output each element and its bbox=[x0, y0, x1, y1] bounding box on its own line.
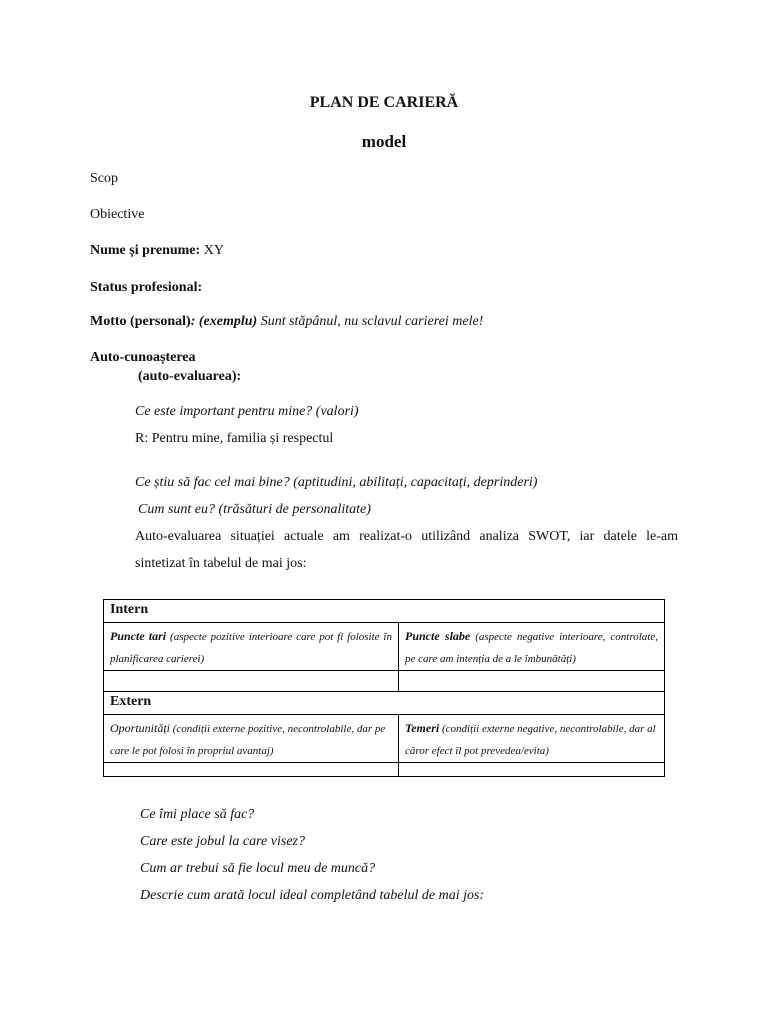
document-subtitle: model bbox=[361, 132, 407, 151]
question-likes: Ce îmi place să fac? bbox=[140, 807, 255, 822]
threats-input-cell[interactable] bbox=[399, 763, 665, 777]
strengths-input-cell[interactable] bbox=[104, 671, 399, 692]
weaknesses-label: Puncte slabe bbox=[405, 629, 471, 643]
question-ideal-place: Descrie cum arată locul ideal completând tabelul de mai jos: bbox=[140, 888, 485, 903]
auto-heading: Auto-cunoașterea bbox=[90, 350, 196, 365]
auto-subheading: (auto-evaluarea): bbox=[138, 369, 242, 384]
nume-label: Nume și prenume bbox=[90, 243, 196, 258]
motto-label: Motto (personal) bbox=[90, 314, 191, 329]
threats-label: Temeri bbox=[405, 721, 440, 735]
threats-description: (condiții externe negative, necontrolabile, dar al căror efect îl pot prevedea/evita) bbox=[405, 723, 656, 757]
swot-table bbox=[103, 599, 665, 777]
swot-paragraph-line1: Auto-evaluarea situației actuale am realizat-o utilizând analiza SWOT, iar datele le-am bbox=[135, 529, 678, 544]
obiective-label: Obiective bbox=[90, 207, 145, 222]
threats-cell bbox=[399, 715, 665, 763]
question-dream-job: Care este jobul la care visez? bbox=[140, 834, 305, 849]
nume-line bbox=[90, 243, 224, 259]
swot-paragraph-line2: sintetizat în tabelul de mai jos: bbox=[135, 556, 307, 571]
question-values: Ce este important pentru mine? (valori) bbox=[135, 404, 359, 419]
strengths-label: Puncte tari bbox=[110, 629, 167, 643]
strengths-cell bbox=[104, 623, 399, 671]
opportunities-description: (condiții externe pozitive, necontrolabile, dar pe care le pot folosi în propriul avantaj) bbox=[110, 723, 386, 757]
scop-label: Scop bbox=[90, 171, 118, 186]
extern-header: Extern bbox=[104, 692, 665, 715]
question-skills: Ce știu să fac cel mai bine? (aptitudini, abilitați, capacitați, deprinderi) bbox=[135, 475, 538, 490]
opportunities-input-cell[interactable] bbox=[104, 763, 399, 777]
strengths-description: (aspecte pozitive interioare care pot fi folosite în planificarea carierei) bbox=[110, 631, 392, 665]
motto-mid: : (exemplu) bbox=[190, 314, 258, 329]
nume-value: XY bbox=[200, 243, 224, 258]
nume-sep: : bbox=[195, 243, 201, 258]
weaknesses-input-cell[interactable] bbox=[399, 671, 665, 692]
weaknesses-cell bbox=[399, 623, 665, 671]
status-label: Status profesional: bbox=[90, 280, 203, 295]
intern-header: Intern bbox=[104, 600, 665, 623]
motto-line bbox=[90, 314, 483, 330]
document-title: PLAN DE CARIERĂ bbox=[309, 94, 459, 111]
opportunities-label: Oportunități bbox=[110, 721, 171, 735]
motto-value: Sunt stăpânul, nu sclavul carierei mele! bbox=[257, 314, 484, 329]
answer-values: R: Pentru mine, familia și respectul bbox=[135, 431, 334, 446]
opportunities-cell bbox=[104, 715, 399, 763]
question-workplace: Cum ar trebui să fie locul meu de muncă? bbox=[140, 861, 376, 876]
question-personality: Cum sunt eu? (trăsături de personalitate) bbox=[138, 502, 371, 517]
weaknesses-description: (aspecte negative interioare, controlate, pe care am intenția de a le îmbunătăți) bbox=[405, 631, 658, 665]
